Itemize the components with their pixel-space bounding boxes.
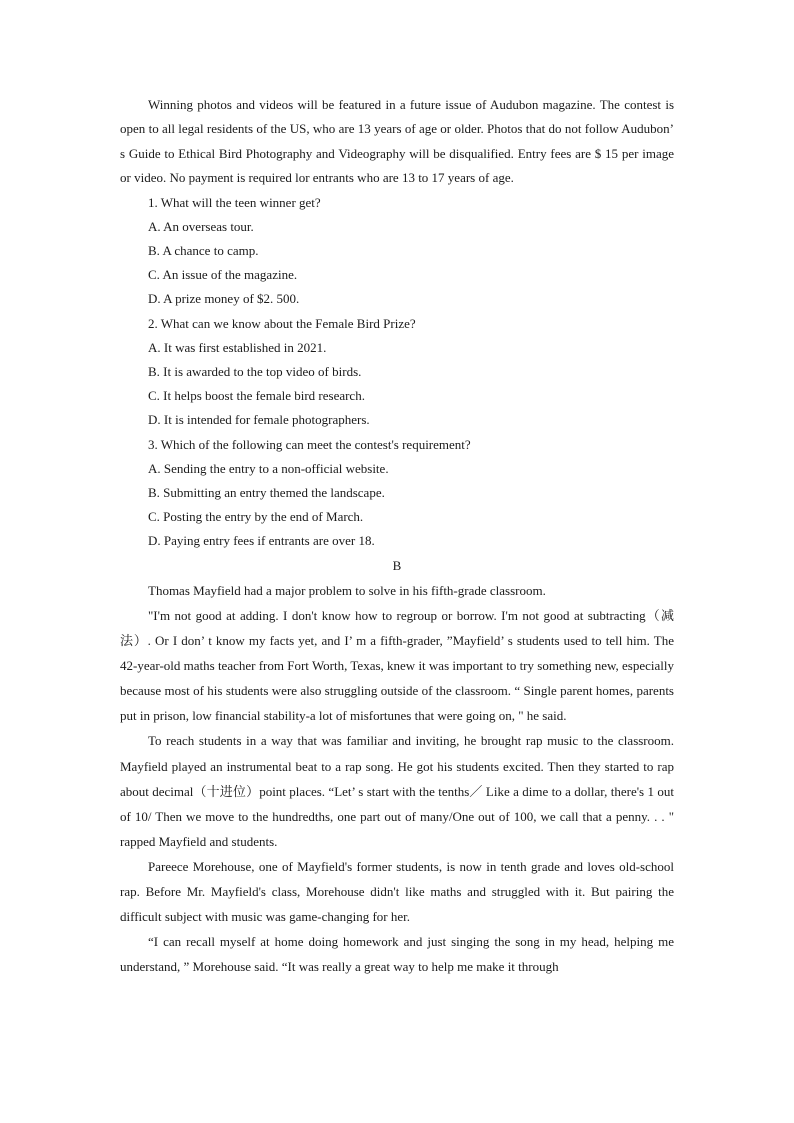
section-heading: B	[392, 557, 402, 573]
option-d: D. Paying entry fees if entrants are over 18.	[148, 533, 375, 549]
passage-b-paragraph: Thomas Mayfield had a major problem to solve in his fifth-grade classroom.	[148, 582, 546, 598]
option-b: B. A chance to camp.	[148, 243, 259, 259]
passage-a-paragraph: Winning photos and videos will be featured in a future issue of Audubon magazine. The contest is open to all legal residents of the US, who are 13 years of age or older. Photos that do not follow Audubon’ s Guide to Ethical Bird Photography and Videography will be disqualified. Entry fees are $ 15 per image or video. No payment is required lor entrants who are 13 to 17 years of age.	[120, 97, 674, 186]
option-c: C. An issue of the magazine.	[148, 267, 298, 283]
option-b: B. Submitting an entry themed the landscape.	[148, 485, 385, 501]
question-stem: 2. What can we know about the Female Bird Prize?	[148, 315, 416, 331]
passage-b-paragraph: "I'm not good at adding. I don't know how to regroup or borrow. I'm not good at subtracting（减法）. Or I don’ t know my facts yet, and I’ m a fifth-grader, ”Mayfield’ s students used to tell him. The 42-year-old maths teacher from Fort Worth, Texas, knew it was important to try something new, especially because most of his students were also struggling outside of the classroom. “ Single parent homes, parents put in prison, low financial stability-a lot of misfortunes that were going on, " he said.	[120, 607, 674, 724]
question-stem: 1. What will the teen winner get?	[148, 194, 321, 210]
option-a: A. Sending the entry to a non-official website.	[148, 460, 389, 476]
text-column	[120, 93, 674, 979]
option-a: A. It was first established in 2021.	[148, 339, 327, 355]
option-c: C. It helps boost the female bird research.	[148, 388, 365, 404]
passage-b-paragraph: Pareece Morehouse, one of Mayfield's former students, is now in tenth grade and loves old-school rap. Before Mr. Mayfield's class, Morehouse didn't like maths and struggled with it. But pairing the difficult subject with music was game-changing for her.	[120, 858, 674, 925]
question-1	[120, 191, 674, 312]
option-b: B. It is awarded to the top video of birds.	[148, 364, 362, 380]
question-3	[120, 433, 674, 554]
passage-b-paragraph: To reach students in a way that was familiar and inviting, he brought rap music to the classroom. Mayfield played an instrumental beat to a rap song. He got his students excited. Then they started to rap about decimal（十进位）point places. “Let’ s start with the tenths／ Like a dime to a dollar, there's 1 out of 10/ Then we move to the hundredths, one part out of many/One out of 100, we call that a penny. . . " rapped Mayfield and students.	[120, 733, 674, 849]
option-d: D. It is intended for female photographers.	[148, 412, 370, 428]
passage-b-paragraph: “I can recall myself at home doing homework and just singing the song in my head, helping me understand, ” Morehouse said. “It was really a great way to help me make it through	[120, 934, 674, 975]
option-a: A. An overseas tour.	[148, 218, 254, 234]
question-stem: 3. Which of the following can meet the contest's requirement?	[148, 436, 471, 452]
question-2	[120, 312, 674, 433]
option-d: D. A prize money of $2. 500.	[148, 291, 300, 307]
option-c: C. Posting the entry by the end of March.	[148, 509, 364, 525]
